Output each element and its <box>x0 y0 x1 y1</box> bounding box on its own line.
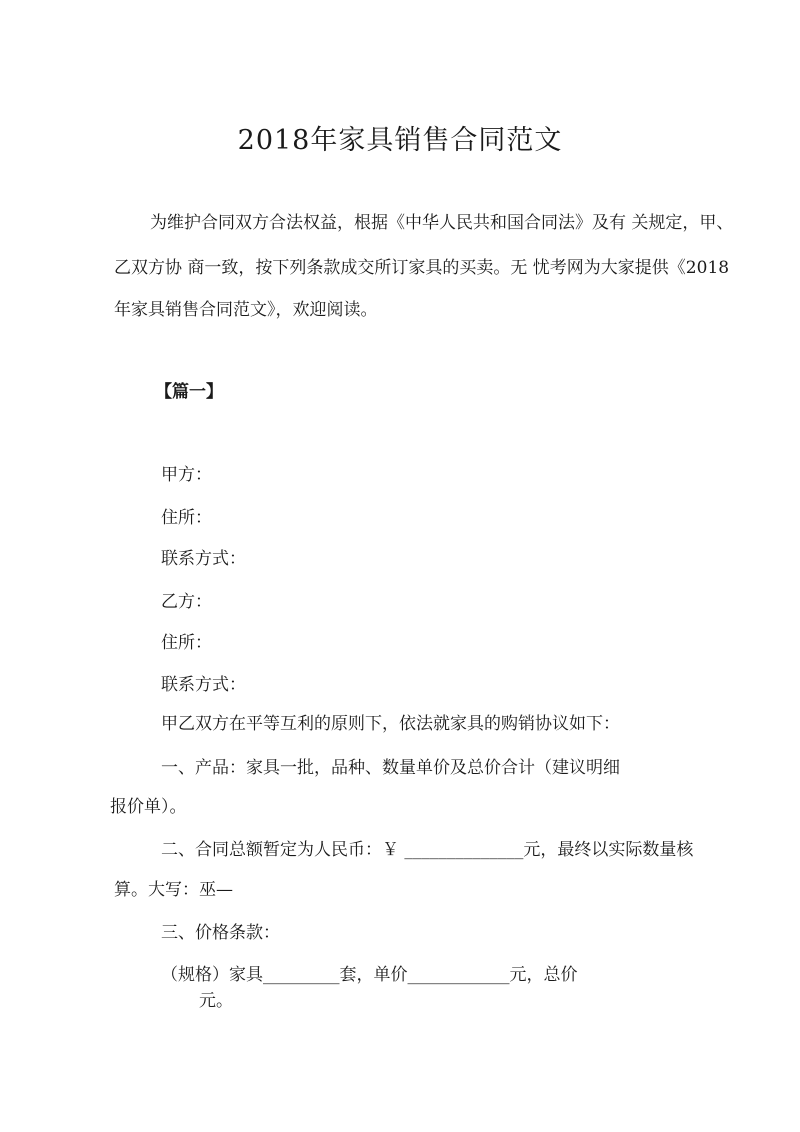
party-b-address: 住所： <box>161 633 212 653</box>
clause-1-line-2: 报价单）。 <box>110 797 187 817</box>
clause-1-line-1: 一、产品：家具一批，品种、数量单价及总价合计（建议明细 <box>161 758 620 778</box>
clause-3-line-2: 元。 <box>199 991 233 1011</box>
intro-line-3: 年家具销售合同范文》，欢迎阅读。 <box>114 300 378 320</box>
clause-3-line-1: （规格）家具_________套，单价____________元，总价 <box>161 965 578 985</box>
document-title: 2018年家具销售合同范文 <box>237 125 563 156</box>
intro-line-1: 为维护合同双方合法权益，根据《中华人民共和国合同法》及有 关规定，甲、 <box>150 213 734 233</box>
party-a-address: 住所： <box>161 508 212 528</box>
party-a-label: 甲方： <box>161 465 212 485</box>
clause-2-line-1: 二、合同总额暂定为人民币：￥ ______________元，最终以实际数量核 <box>161 840 694 860</box>
clause-3-heading: 三、价格条款： <box>161 923 280 943</box>
agreement-intro: 甲乙双方在平等互利的原则下，依法就家具的购销协议如下： <box>161 714 620 734</box>
party-a-contact: 联系方式： <box>161 549 246 569</box>
section-label: 【篇一】 <box>155 382 223 402</box>
party-b-label: 乙方： <box>161 592 212 612</box>
intro-line-2: 乙双方协 商一致，按下列条款成交所订家具的买卖。无 忧考网为大家提供《2018 <box>114 258 730 278</box>
party-b-contact: 联系方式： <box>161 675 246 695</box>
clause-2-line-2: 算。大写：巫— <box>114 880 233 900</box>
